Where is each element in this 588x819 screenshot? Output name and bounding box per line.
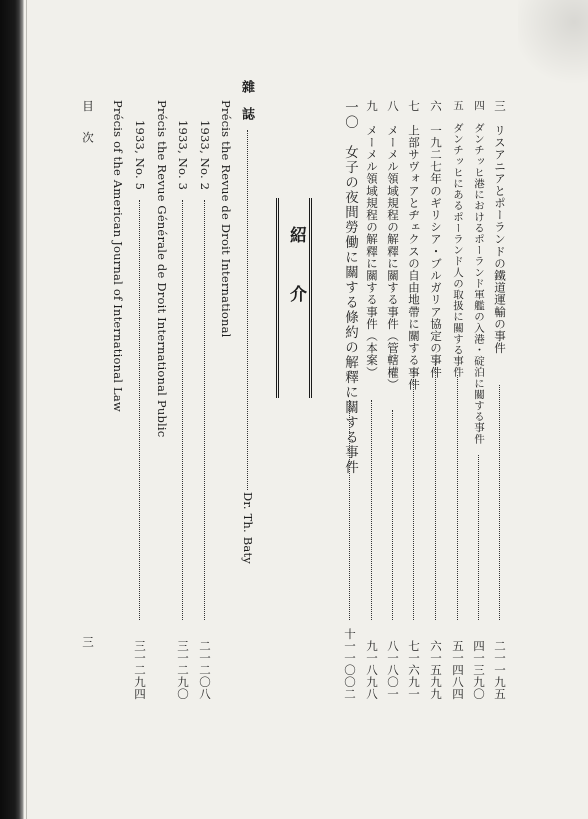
journal-5-title: 1933, No. 5: [133, 120, 147, 191]
entry-4: [471, 100, 487, 700]
section-title-box: [276, 198, 312, 398]
entry-3: [492, 100, 508, 700]
magazines-heading: 雜誌: [239, 80, 254, 134]
entry-7-text: 七 上部サヴォアとヂェクスの自由地帶に關する事件: [407, 100, 421, 391]
entry-9-pages: 九一八九八: [365, 640, 379, 700]
entry-8-text: 八 メーメル領域規程の解釋に關する事件（管轄權）: [386, 100, 400, 391]
journal-6: [110, 100, 126, 700]
entry-3-leader: [499, 385, 500, 620]
running-header: 目次: [81, 100, 95, 163]
journal-2-leader: [204, 200, 205, 620]
entry-9-text: 九 メーメル領域規程の解釋に關する事件（本案）: [365, 100, 379, 379]
review-author-leader: [247, 130, 248, 490]
entry-3-pages: 二一一九五: [493, 640, 507, 700]
entry-9: [364, 100, 380, 700]
entry-10-leader: [349, 400, 350, 620]
entry-10: [342, 100, 358, 700]
page-number: 三: [81, 636, 95, 648]
entry-9-leader: [371, 400, 372, 620]
journal-2-title: 1933, No. 2: [198, 120, 212, 191]
book-spine-shadow: [0, 0, 24, 819]
entry-8-pages: 八一八〇一: [386, 640, 400, 700]
entry-7-leader: [413, 370, 414, 620]
journal-3: [175, 100, 191, 700]
entry-6-pages: 六一五九九: [429, 640, 443, 700]
entry-4-pages: 四一三九〇: [472, 640, 486, 700]
entry-8-leader: [392, 410, 393, 620]
entry-10-text: 一〇 女子の夜間勞働に關する條約の解釋に關する事件: [342, 100, 358, 475]
entry-7: [406, 100, 422, 700]
section-title: 紹介: [286, 226, 306, 344]
entry-5-text: 五 ダンチッヒにあるポーランド人の取扱に關する事件: [452, 100, 464, 378]
journal-5: [132, 100, 148, 700]
journal-5-pages: 三一二九四: [133, 640, 147, 700]
scan-noise: [518, 0, 588, 110]
journal-1: [218, 100, 234, 700]
journal-2: [197, 100, 213, 700]
entry-5: [450, 100, 466, 700]
entry-6-leader: [435, 360, 436, 620]
journal-4-title: Précis the Revue Générale de Droit International Public: [155, 100, 169, 438]
entry-6-text: 六 一九二七年のギリシア・ブルガリア協定の事件: [429, 100, 443, 379]
entry-5-pages: 五一四八四: [451, 640, 465, 700]
journal-3-leader: [182, 200, 183, 620]
entry-7-pages: 七一六九一: [407, 640, 421, 700]
entry-5-leader: [457, 375, 458, 620]
entry-10-pages: 十一一〇〇二: [343, 628, 357, 700]
review-author-line: [240, 100, 256, 700]
review-author: Dr. Th. Baty: [241, 492, 255, 564]
journal-6-title: Précis of the American Journal of International Law: [111, 100, 125, 412]
journal-3-title: 1933, No. 3: [176, 120, 190, 191]
journal-1-title: Précis the Revue de Droit International: [219, 100, 233, 338]
entry-8: [385, 100, 401, 700]
entry-3-text: 三 リスアニアとポーランドの鐵道運輸の事件: [493, 100, 507, 355]
journal-4: [154, 100, 170, 700]
entry-4-leader: [478, 455, 479, 620]
entry-6: [428, 100, 444, 700]
journal-2-pages: 二一二〇八: [198, 640, 212, 700]
journal-5-leader: [139, 200, 140, 620]
page-edge: [26, 0, 27, 819]
journal-3-pages: 三一二九〇: [176, 640, 190, 700]
entry-4-text: 四 ダンチッヒ港におけるポーランド軍艦の入港・碇泊に關する事件: [473, 100, 485, 445]
